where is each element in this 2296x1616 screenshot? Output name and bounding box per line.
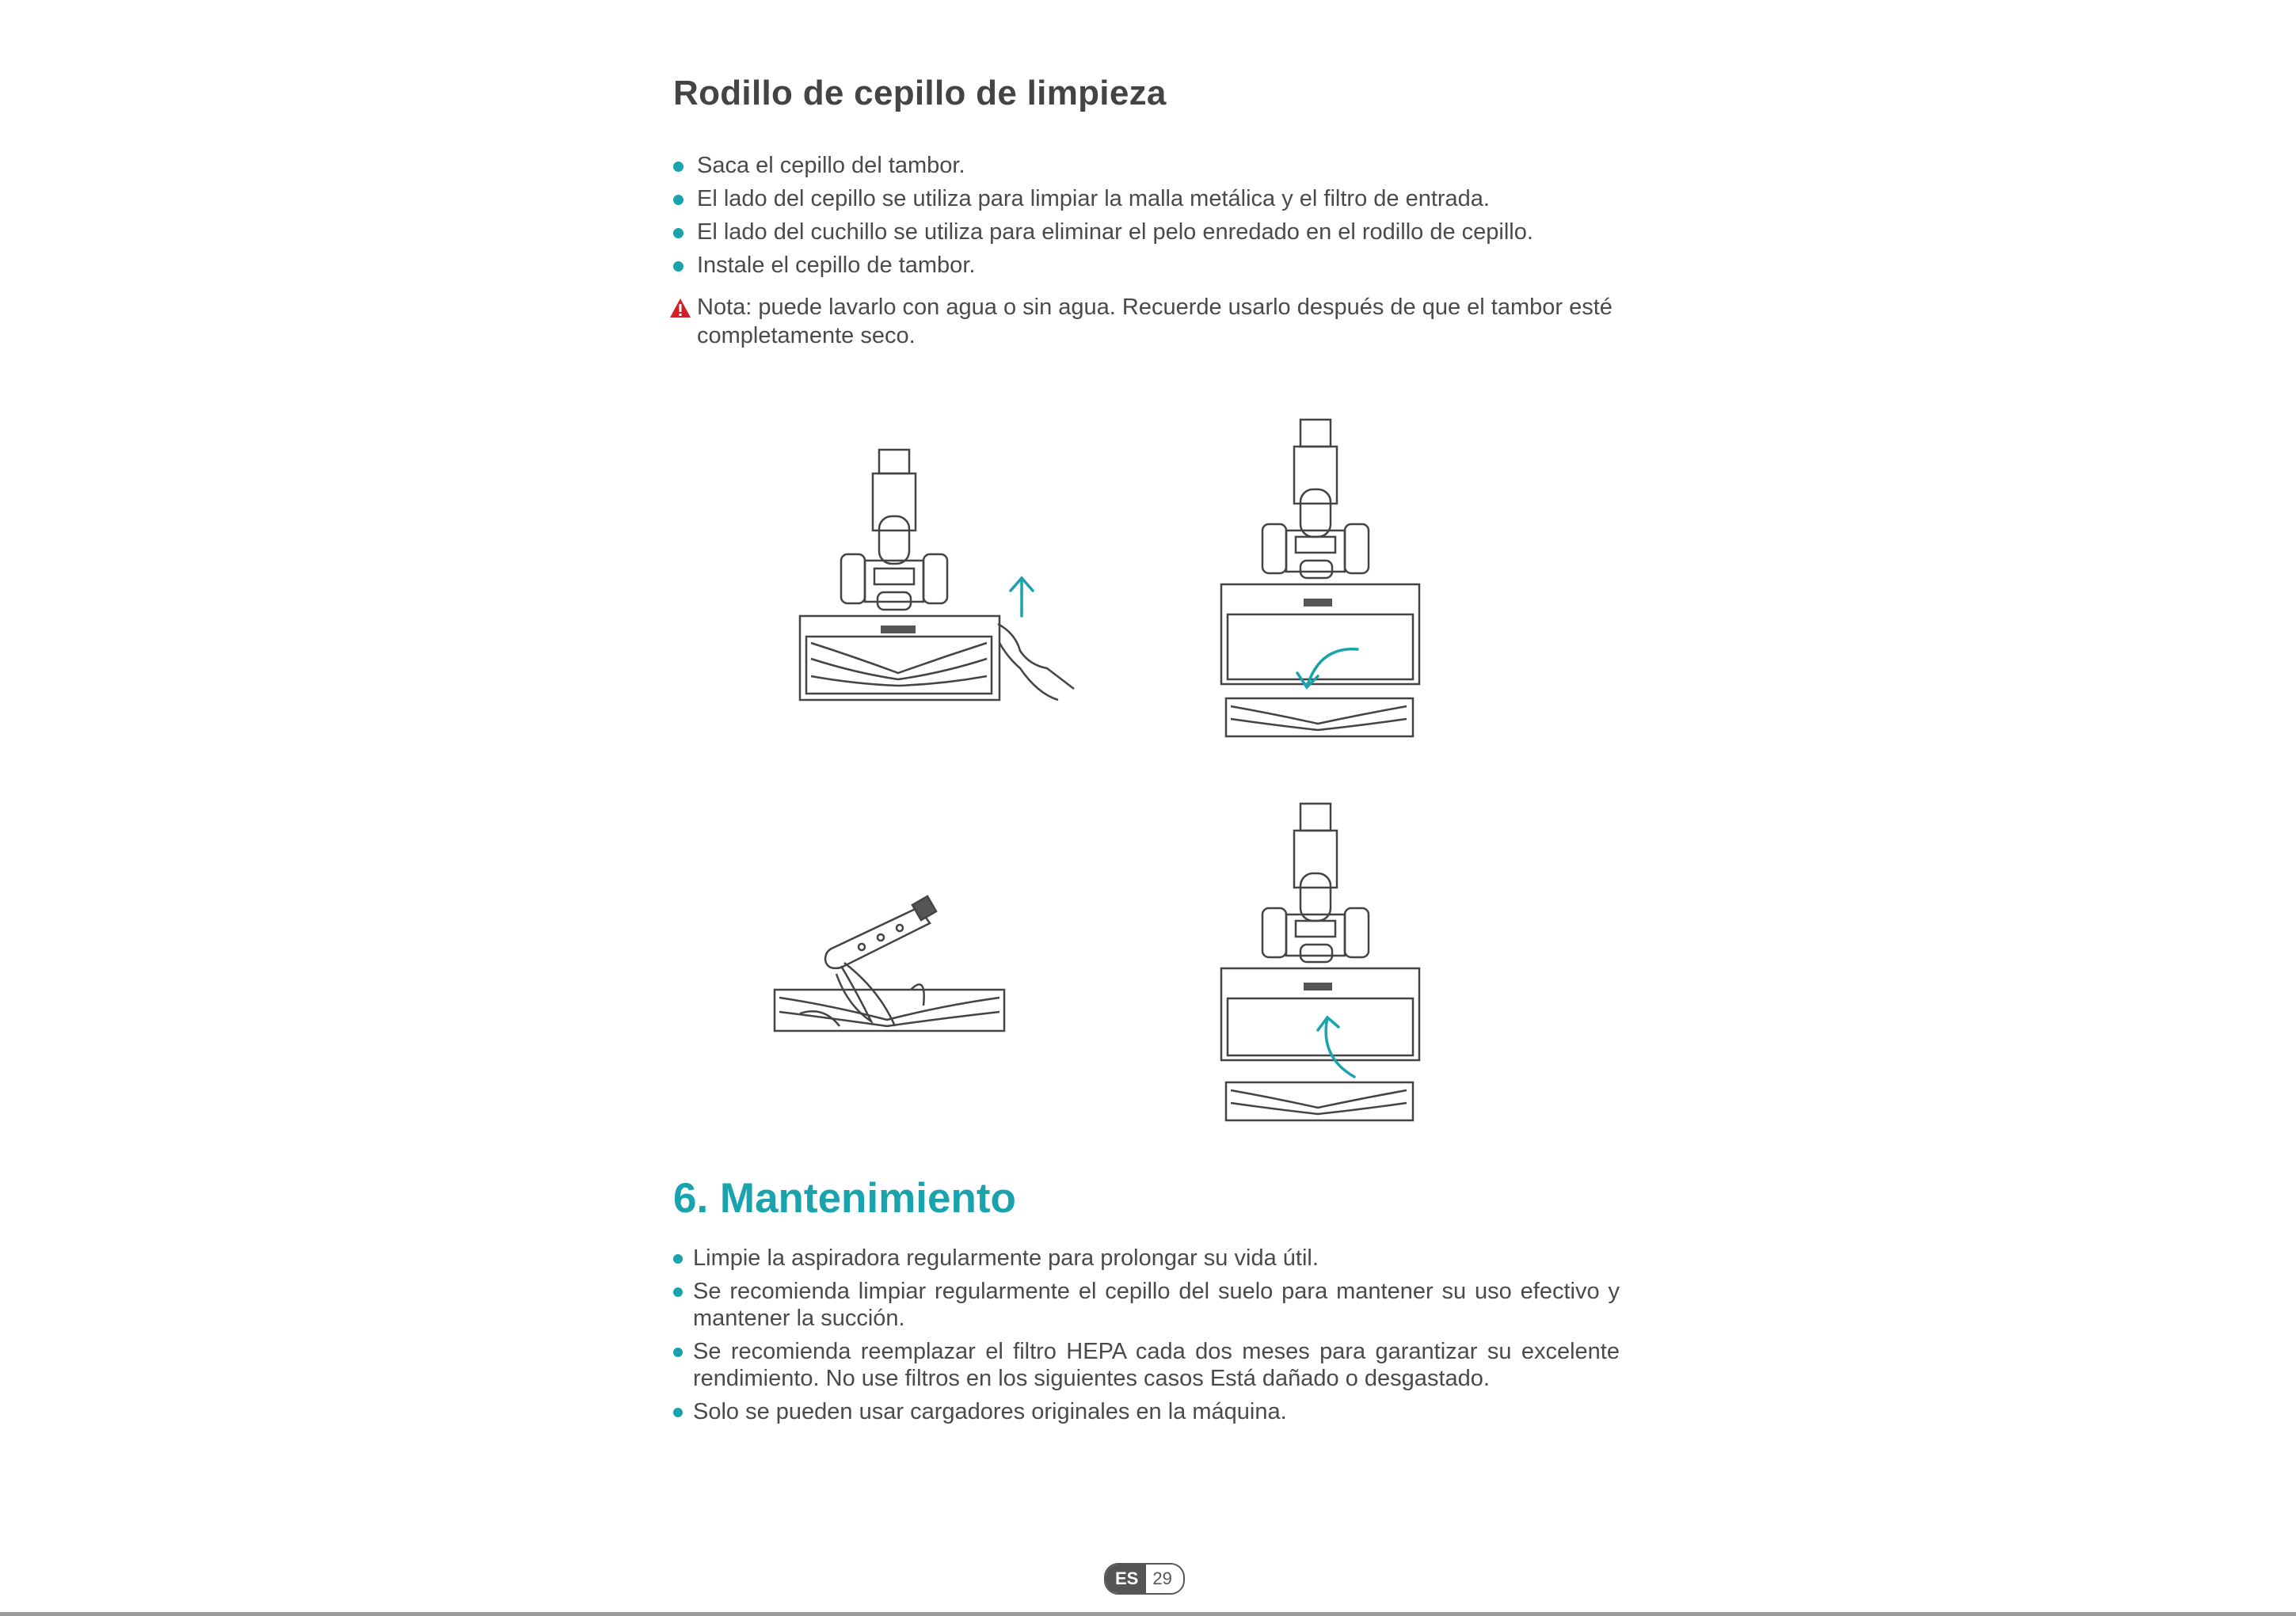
rotate-up-arrow-icon [1318, 1017, 1354, 1077]
list-item-text: Instale el cepillo de tambor. [697, 253, 976, 278]
remove-brush-illustration [792, 443, 1093, 713]
bullet-dot-icon [673, 1408, 683, 1417]
install-roller-illustration [1212, 796, 1434, 1128]
brush-teeth [881, 625, 916, 633]
list-item [673, 249, 1624, 282]
list-item-text: El lado del cepillo se utiliza para limpiar la malla metálica y el filtro de entrada. [697, 186, 1490, 211]
roller-removed-illustration [1212, 412, 1434, 744]
list-item [673, 149, 1624, 182]
bullet-dot-icon [673, 261, 683, 272]
arrow-up-icon [1011, 578, 1033, 616]
list-item-text: Limpie la aspiradora regularmente para prolongar su vida útil. [693, 1245, 1319, 1271]
list-item-text: Se recomienda limpiar regularmente el cepillo del suelo para mantener su uso efectivo y mantener la succión. [693, 1279, 1620, 1331]
page-bottom-border [0, 1612, 2296, 1616]
list-item [673, 182, 1624, 215]
list-item [673, 1278, 1620, 1332]
list-item-text: Saca el cepillo del tambor. [697, 153, 965, 178]
maintenance-title: 6. Mantenimiento [673, 1175, 1016, 1222]
maintenance-list [673, 1245, 1620, 1432]
list-item-text: El lado del cuchillo se utiliza para eliminar el pelo enredado en el rodillo de cepillo. [697, 219, 1533, 245]
list-item [673, 1398, 1620, 1425]
bullet-dot-icon [673, 162, 683, 172]
bullet-dot-icon [673, 195, 683, 205]
section-heading: Rodillo de cepillo de limpieza [673, 74, 1167, 112]
bullet-dot-icon [673, 1254, 683, 1264]
rotate-down-arrow-icon [1297, 649, 1357, 687]
cleaning-tool-illustration [768, 887, 1022, 1045]
page-number: 29 [1146, 1565, 1182, 1593]
list-item [673, 1245, 1620, 1272]
list-item-text: Solo se pueden usar cargadores originales en la máquina. [693, 1399, 1287, 1424]
warning-icon [669, 298, 691, 318]
bullet-dot-icon [673, 1287, 683, 1297]
note [669, 293, 1616, 350]
brush-steps-list [673, 149, 1624, 282]
page-number-badge [1104, 1563, 1185, 1595]
bullet-dot-icon [673, 1348, 683, 1357]
list-item [673, 1338, 1620, 1392]
list-item-text: Se recomienda reemplazar el filtro HEPA cada dos meses para garantizar su excelente rendimiento. No use filtros en los siguientes casos Está dañado o desgastado. [693, 1339, 1620, 1391]
note-text: Nota: puede lavarlo con agua o sin agua. Recuerde usarlo después de que el tambor esté completamente seco. [697, 295, 1613, 348]
bullet-dot-icon [673, 228, 683, 238]
language-label: ES [1106, 1565, 1146, 1593]
list-item [673, 215, 1624, 249]
